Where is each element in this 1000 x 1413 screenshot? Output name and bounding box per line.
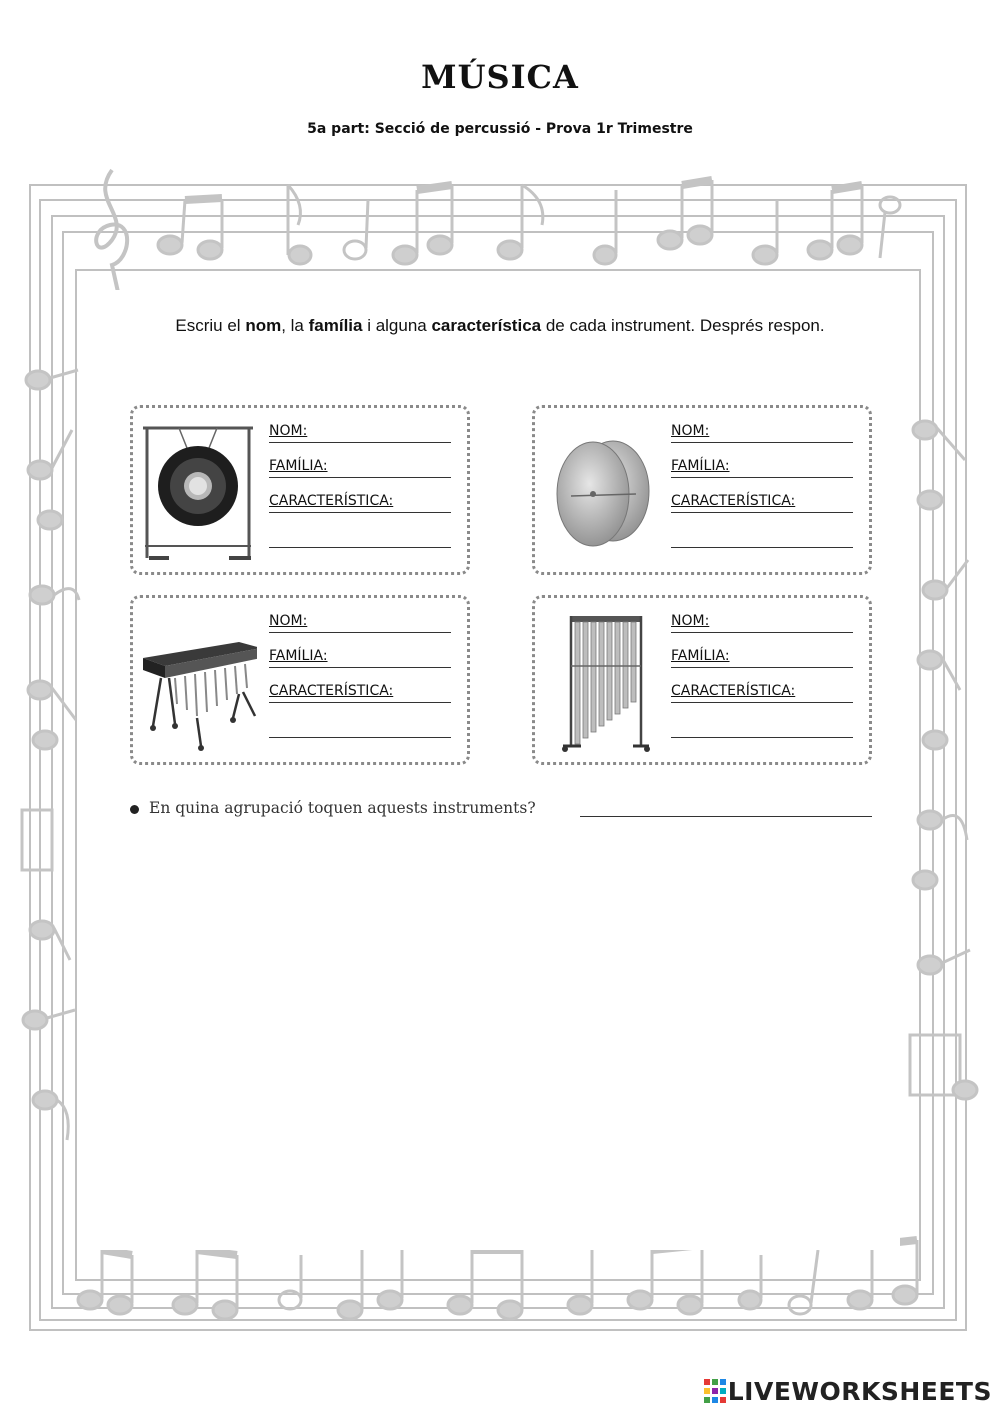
- cymbals-image: [541, 416, 659, 566]
- instructions-text: Escriu el nom, la família i alguna característica de cada instrument. Després respon.: [175, 316, 825, 335]
- bullet-icon: [130, 805, 139, 814]
- caracteristica-extra-line[interactable]: [269, 525, 451, 548]
- caracteristica-extra-line[interactable]: [671, 525, 853, 548]
- caracteristica-field[interactable]: CARACTERÍSTICA:: [269, 490, 451, 513]
- question-text: En quina agrupació toquen aquests instruments?: [149, 799, 536, 817]
- caracteristica-extra-line[interactable]: [671, 715, 853, 738]
- caracteristica-field[interactable]: CARACTERÍSTICA:: [671, 490, 853, 513]
- liveworksheets-logo: LIVEWORKSHEETS: [704, 1377, 992, 1407]
- nom-field[interactable]: NOM:: [671, 610, 853, 633]
- caracteristica-field[interactable]: CARACTERÍSTICA:: [671, 680, 853, 703]
- page-subtitle: 5a part: Secció de percussió - Prova 1r Trimestre: [307, 121, 693, 137]
- nom-field[interactable]: NOM:: [671, 420, 853, 443]
- nom-field[interactable]: NOM:: [269, 420, 451, 443]
- familia-field[interactable]: FAMÍLIA:: [671, 645, 853, 668]
- instrument-card-cymbals: [532, 405, 872, 575]
- instrument-card-marimba: [130, 595, 470, 765]
- liveworksheets-icon: [704, 1379, 726, 1403]
- familia-field[interactable]: FAMÍLIA:: [671, 455, 853, 478]
- caracteristica-field[interactable]: CARACTERÍSTICA:: [269, 680, 451, 703]
- instrument-card-tubular-bells: [532, 595, 872, 765]
- question-row: [130, 799, 875, 823]
- tubular-bells-image: [541, 606, 659, 756]
- familia-field[interactable]: FAMÍLIA:: [269, 455, 451, 478]
- familia-field[interactable]: FAMÍLIA:: [269, 645, 451, 668]
- gong-image: [139, 416, 257, 566]
- marimba-image: [139, 606, 257, 756]
- caracteristica-extra-line[interactable]: [269, 715, 451, 738]
- answer-input-line[interactable]: [580, 816, 872, 817]
- nom-field[interactable]: NOM:: [269, 610, 451, 633]
- page-title: MÚSICA: [421, 58, 579, 96]
- instrument-card-gong: [130, 405, 470, 575]
